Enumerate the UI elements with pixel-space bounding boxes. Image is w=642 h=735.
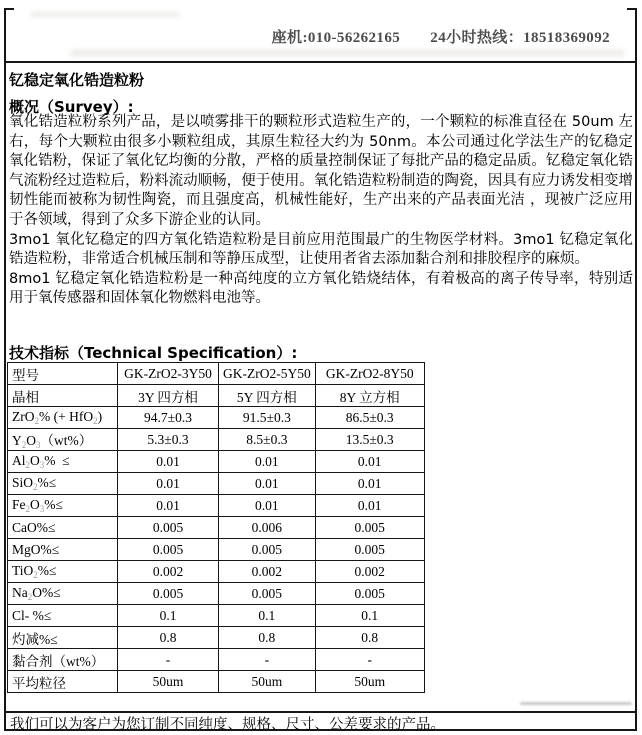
- spec-row-label: Cl- %≤: [8, 605, 118, 627]
- watermark-smudge: [70, 49, 625, 57]
- spec-row-label: MgO%≤: [8, 539, 118, 561]
- spec-cell: 50um: [315, 671, 424, 693]
- spec-cell: -: [219, 649, 316, 671]
- spec-cell: 5Y 四方相: [219, 385, 316, 407]
- spec-row: [8, 517, 425, 539]
- spec-cell: 0.005: [118, 583, 219, 605]
- survey-paragraph: 3mo1 氧化钇稳定的四方氧化锆造粒粉是目前应用范围最广的生物医学材料。3mo1 钇稳定氧化锆造粒粉，非常适合机械压制和等静压成型，让使用者省去添加黏合剂和排胶程序的麻烦。: [9, 231, 633, 268]
- contact-info: [272, 26, 610, 47]
- spec-cell: 0.1: [315, 605, 424, 627]
- spec-cell: 50um: [219, 671, 316, 693]
- spec-heading: 技术指标（Technical Specification）:: [9, 344, 298, 362]
- spec-cell: GK-ZrO2-5Y50: [219, 363, 316, 385]
- survey-heading: 概况（Survey）:: [9, 98, 134, 116]
- spec-row: [8, 671, 425, 693]
- spec-cell: 50um: [118, 671, 219, 693]
- page-border-corner-left: [4, 8, 14, 10]
- landline-number: 座机:010-56262165: [271, 30, 401, 46]
- spec-cell: 0.005: [118, 517, 219, 539]
- spec-row: [8, 539, 425, 561]
- spec-row-label: 型号: [8, 363, 118, 385]
- spec-cell: 0.005: [315, 539, 424, 561]
- spec-cell: 0.01: [118, 473, 219, 495]
- survey-paragraph: 8mo1 钇稳定氧化锆造粒粉是一种高纯度的立方氧化锆烧结体，有着极高的离子传导率，特别适用于氧传感器和固体氧化物燃料电池等。: [9, 270, 633, 307]
- spec-row-label: 灼减%≤: [8, 627, 118, 649]
- spec-cell: 0.005: [219, 583, 316, 605]
- page-border-corner-right: [627, 8, 637, 10]
- spec-cell: 0.01: [219, 495, 316, 517]
- spec-row: [8, 605, 425, 627]
- spec-row-label: 晶相: [8, 385, 118, 407]
- survey-paragraph: 氧化锆造粒粉系列产品，是以喷雾排干的颗粒形式造粒生产的，一个颗粒的标准直径在 50um 左右，每个大颗粒由很多小颗粒组成，其原生粒径大约为 50nm。本公司通过化学法生产的钇稳定氧化锆粉，保证了氧化钇均衡的分散，严格的质量控制保证了每批产品的稳定品质。钇稳定氧化锆气流粉经过造粒后，粉料流动顺畅，便于使用。氧化锆造粒粉制造的陶瓷，因具有应力诱发相变增韧性能而被称为韧性陶瓷，而且强度高，机械性能好，生产出来的产品表面光洁 ，现被广泛应用于各领域，得到了众多下游企业的认同。: [9, 114, 633, 228]
- spec-row: [8, 451, 425, 473]
- spec-table-body: [8, 363, 425, 693]
- footer-note: 我们可以为客户为您订制不同纯度、规格、尺寸、公差要求的产品。: [10, 717, 445, 733]
- survey-paragraphs: [9, 113, 633, 309]
- spec-cell: -: [118, 649, 219, 671]
- hotline-number: 24小时热线：18518369092: [430, 30, 610, 46]
- spec-row-label: ZrO$_2$% (+ HfO$_2$): [8, 407, 118, 429]
- spec-cell: 3Y 四方相: [118, 385, 219, 407]
- spec-row-label: CaO%≤: [8, 517, 118, 539]
- header-divider: [4, 61, 637, 63]
- spec-cell: 8.5±0.3: [219, 429, 316, 451]
- spec-cell: 0.01: [219, 473, 316, 495]
- spec-cell: 0.8: [315, 627, 424, 649]
- spec-cell: 0.8: [219, 627, 316, 649]
- spec-cell: 0.005: [315, 517, 424, 539]
- spec-table: [7, 362, 425, 693]
- spec-cell: GK-ZrO2-8Y50: [315, 363, 424, 385]
- spec-row: [8, 561, 425, 583]
- spec-cell: 0.01: [315, 451, 424, 473]
- spec-row: [8, 627, 425, 649]
- spec-row: [8, 495, 425, 517]
- spec-cell: 0.005: [219, 539, 316, 561]
- spec-row: [8, 363, 425, 385]
- spec-cell: 8Y 立方相: [315, 385, 424, 407]
- spec-row-label: $Fe_2O_3\%\le$: [8, 495, 118, 517]
- spec-cell: 0.01: [315, 495, 424, 517]
- spec-row: [8, 649, 425, 671]
- spec-row: [8, 407, 425, 429]
- spec-cell: 0.1: [219, 605, 316, 627]
- spec-cell: 0.01: [118, 451, 219, 473]
- spec-row-label: $Al_2O_3\%$ ≤: [8, 451, 118, 473]
- spec-row-label: $Y_2O_3(wt\%)$: [8, 429, 118, 451]
- spec-cell: 0.005: [315, 583, 424, 605]
- spec-cell: 91.5±0.3: [219, 407, 316, 429]
- spec-cell: 0.002: [315, 561, 424, 583]
- spec-cell: 94.7±0.3: [118, 407, 219, 429]
- spec-cell: 0.005: [118, 539, 219, 561]
- page-title: 钇稳定氧化锆造粒粉: [9, 71, 145, 89]
- spec-cell: 0.01: [118, 495, 219, 517]
- spec-cell: 0.8: [118, 627, 219, 649]
- spec-row: [8, 583, 425, 605]
- spec-row: [8, 473, 425, 495]
- spec-cell: 0.01: [315, 473, 424, 495]
- spec-row-label: TiO$_2$%≤: [8, 561, 118, 583]
- spec-row: [8, 385, 425, 407]
- watermark-smudge: [520, 702, 632, 705]
- spec-cell: -: [315, 649, 424, 671]
- spec-cell: 0.002: [118, 561, 219, 583]
- spec-row-label: $Na_2O\%\le$: [8, 583, 118, 605]
- spec-row-label: 平均粒径: [8, 671, 118, 693]
- spec-cell: 5.3±0.3: [118, 429, 219, 451]
- spec-cell: 86.5±0.3: [315, 407, 424, 429]
- spec-row-label: SiO$_2$%≤: [8, 473, 118, 495]
- spec-cell: 13.5±0.3: [315, 429, 424, 451]
- spec-row: [8, 429, 425, 451]
- spec-row-label: 黏合剂（wt%）: [8, 649, 118, 671]
- spec-cell: 0.1: [118, 605, 219, 627]
- spec-cell: GK-ZrO2-3Y50: [118, 363, 219, 385]
- spec-cell: 0.01: [219, 451, 316, 473]
- spec-cell: 0.006: [219, 517, 316, 539]
- watermark-smudge: [30, 11, 180, 18]
- spec-cell: 0.002: [219, 561, 316, 583]
